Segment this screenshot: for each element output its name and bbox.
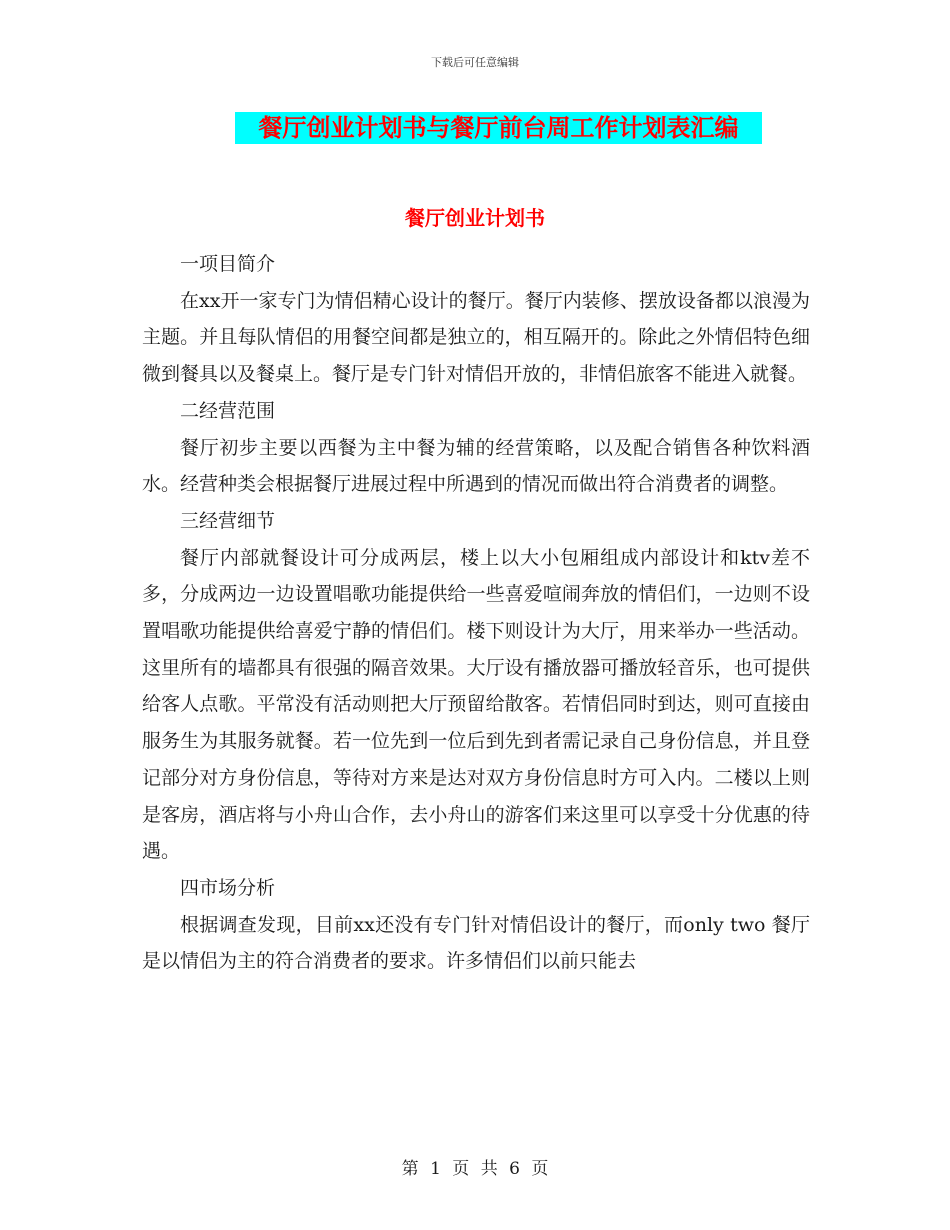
section-title: 餐厅创业计划书: [405, 206, 545, 230]
paragraph-intro: 在xx开一家专门为情侣精心设计的餐厅。餐厅内装修、摆放设备都以浪漫为主题。并且每队情侣的用餐空间都是独立的，相互隔开的。除此之外情侣特色细微到餐具以及餐桌上。餐厅是专门针对情侣开放的，非情侣旅客不能进入就餐。: [142, 289, 810, 386]
page-number: 第 1 页 共 6 页: [401, 1159, 549, 1179]
paragraph-details: 餐厅内部就餐设计可分成两层，楼上以大小包厢组成内部设计和ktv差不多，分成两边一边设置唱歌功能提供给一些喜爱喧闹奔放的情侣们，一边则不设置唱歌功能提供给喜爱宁静的情侣们。楼下则设计为大厅，用来举办一些活动。这里所有的墙都具有很强的隔音效果。大厅设有播放器可播放轻音乐，也可提供给客人点歌。平常没有活动则把大厅预留给散客。若情侣同时到达，则可直接由服务生为其服务就餐。若一位先到一位后到先到者需记录自己身份信息，并且登记部分对方身份信息，等待对方来是达对双方身份信息时方可入内。二楼以上则是客房，酒店将与小舟山合作，去小舟山的游客们来这里可以享受十分优惠的待遇。: [142, 546, 810, 863]
header-note: 下载后可任意编辑: [431, 56, 519, 69]
paragraph-scope: 餐厅初步主要以西餐为主中餐为辅的经营策略，以及配合销售各种饮料酒水。经营种类会根据餐厅进展过程中所遇到的情况而做出符合消费者的调整。: [142, 436, 810, 496]
paragraph-market: 根据调查发现，目前xx还没有专门针对情侣设计的餐厅，而only two 餐厅 是以情侣为主的符合消费者的要求。许多情侣们以前只能去: [142, 913, 810, 973]
section-heading-market: 四市场分析: [180, 876, 276, 899]
section-heading-intro: 一项目简介: [180, 253, 276, 275]
section-heading-scope: 二经营范围: [180, 399, 276, 422]
document-title: 餐厅创业计划书与餐厅前台周工作计划表汇编: [235, 112, 762, 144]
section-heading-details: 三经营细节: [180, 509, 276, 532]
body-text: [142, 246, 810, 980]
